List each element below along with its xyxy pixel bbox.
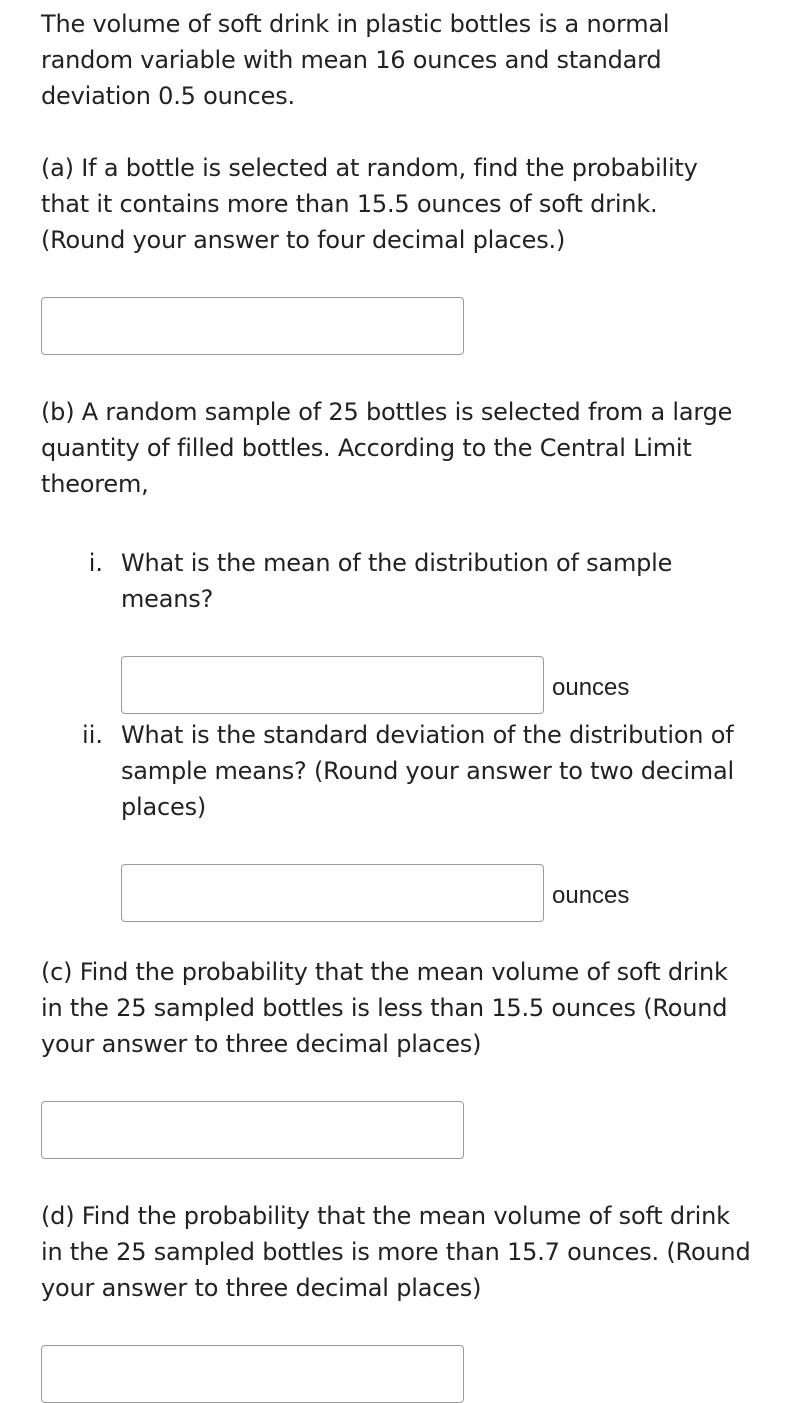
part-b-line: (b) A random sample of 25 bottles is selected from a large xyxy=(41,398,733,426)
part-b-item-i-text xyxy=(121,545,672,617)
part-c-line: your answer to three decimal places) xyxy=(41,1030,482,1058)
item-line: places) xyxy=(121,793,207,821)
list-marker: ii. xyxy=(82,721,103,749)
part-c-answer-input[interactable] xyxy=(41,1101,464,1159)
part-a-line: that it contains more than 15.5 ounces of soft drink. xyxy=(41,190,658,218)
intro-paragraph xyxy=(41,6,669,114)
item-line: means? xyxy=(121,585,214,613)
part-d-question xyxy=(41,1198,750,1306)
item-line: What is the mean of the distribution of sample xyxy=(121,549,673,577)
intro-line: random variable with mean 16 ounces and standard xyxy=(41,46,662,74)
part-b-question xyxy=(41,394,732,502)
part-b-ii-unit-label: ounces xyxy=(552,882,630,909)
part-b-item-ii-text xyxy=(121,717,734,825)
part-d-line: (d) Find the probability that the mean volume of soft drink xyxy=(41,1202,730,1230)
part-b-ii-answer-input[interactable] xyxy=(121,864,544,922)
part-a-line: (Round your answer to four decimal places.) xyxy=(41,226,566,254)
part-b-i-unit-label: ounces xyxy=(552,674,630,701)
part-b-line: quantity of filled bottles. According to the Central Limit xyxy=(41,434,692,462)
part-a-line: (a) If a bottle is selected at random, find the probability xyxy=(41,154,698,182)
part-d-answer-input[interactable] xyxy=(41,1345,464,1403)
part-b-line: theorem, xyxy=(41,470,149,498)
intro-line: The volume of soft drink in plastic bottles is a normal xyxy=(41,10,670,38)
part-a-answer-input[interactable] xyxy=(41,297,464,355)
part-a-question xyxy=(41,150,698,258)
intro-line: deviation 0.5 ounces. xyxy=(41,82,295,110)
part-c-line: (c) Find the probability that the mean volume of soft drink xyxy=(41,958,728,986)
part-d-line: your answer to three decimal places) xyxy=(41,1274,482,1302)
item-line: What is the standard deviation of the distribution of xyxy=(121,721,734,749)
item-line: sample means? (Round your answer to two decimal xyxy=(121,757,734,785)
part-d-line: in the 25 sampled bottles is more than 15.7 ounces. (Round xyxy=(41,1238,751,1266)
part-c-question xyxy=(41,954,728,1062)
list-marker: i. xyxy=(88,549,103,577)
part-c-line: in the 25 sampled bottles is less than 15.5 ounces (Round xyxy=(41,994,728,1022)
part-b-i-answer-input[interactable] xyxy=(121,656,544,714)
